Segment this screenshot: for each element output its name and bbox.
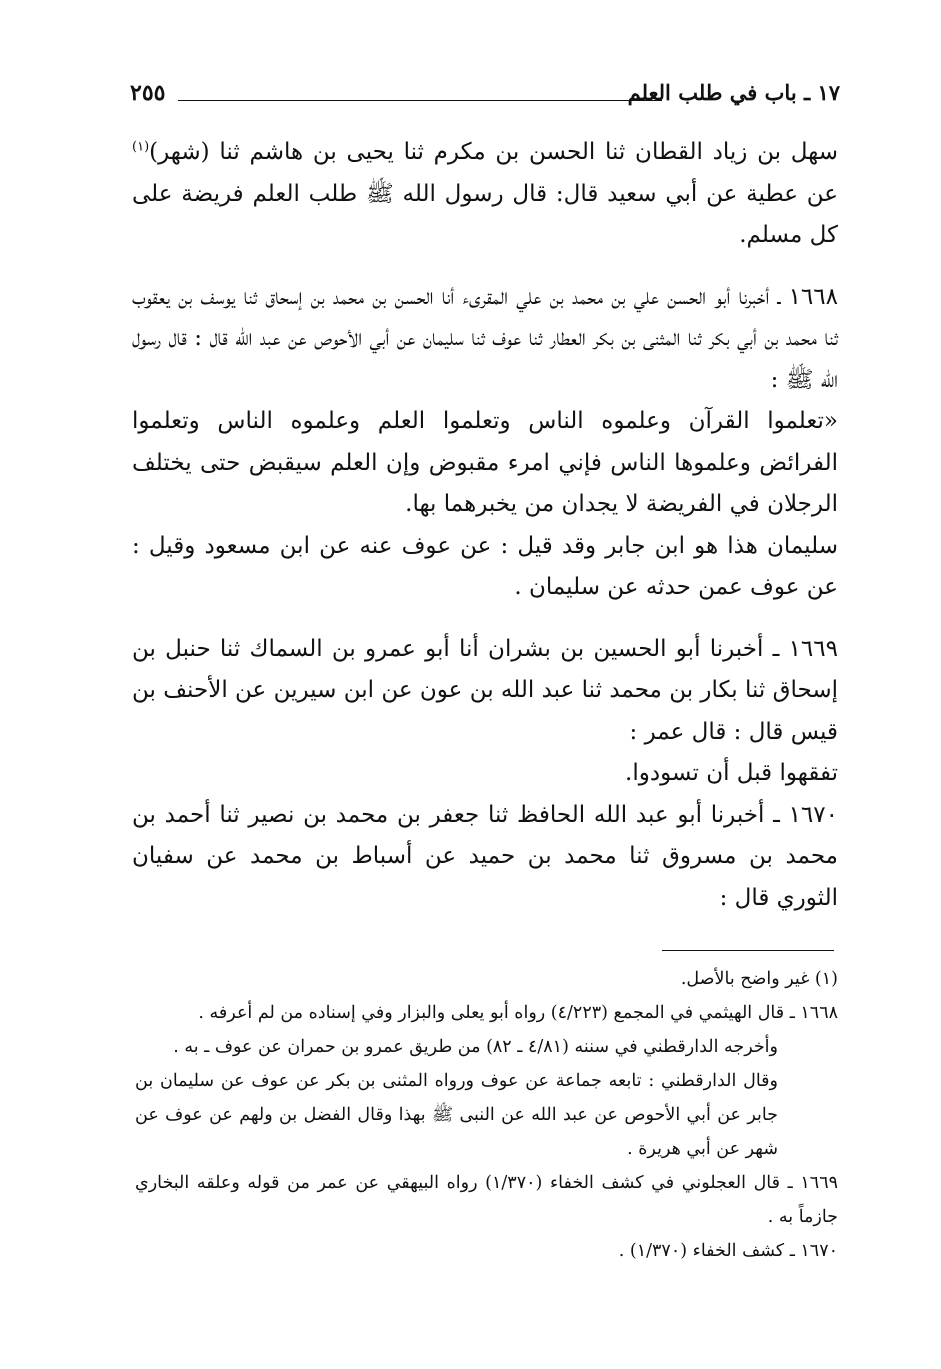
footnote-1670: ١٦٧٠ ـ كشف الخفاء (١/٣٧٠) . xyxy=(618,1241,838,1261)
hadith-1670: ١٦٧٠ ـ أخبرنا أبو عبد الله الحافظ ثنا جعفر بن محمد بن نصير ثنا أحمد بن محمد بن مسروق ثنا محمد بن حميد عن أسباط بن محمد عن سفيان الثوري قال : xyxy=(132,801,838,911)
hadith-1669-matn: تفقهوا قبل أن تسودوا. xyxy=(625,760,838,786)
hadith-1668-note: سليمان هذا هو ابن جابر وقد قيل : عن عوف عنه عن ابن مسعود وقيل : عن عوف عمن حدثه عن سليمان . xyxy=(132,532,838,600)
page-number: ٢٥٥ xyxy=(130,80,166,106)
hadith-1668: ١٦٦٨ ـ أخبرنا أبو الحسن علي بن محمد بن علي المقرىء أنا الحسن بن محمد بن إسحاق ثنا يوسف بن يعقوب ثنا محمد بن أبي بكر ثنا المثنى بن بكر العطار ثنا عوف ثنا سليمان عن أبي الأحوص عن عبد الله قال : قال رسول الله ﷺ : xyxy=(132,283,838,393)
footnote-1668-cont-2: وقال الدارقطني : تابعه جماعة عن عوف ورواه المثنى بن بكر عن عوف عن سليمان بن جابر عن أبي الأحوص عن عبد الله عن النبى ﷺ بهذا وقال الفضل بن ولهم عن عوف عن شهر عن أبي هريرة . xyxy=(135,1071,778,1159)
hadith-1669: ١٦٦٩ ـ أخبرنا أبو الحسين بن بشران أنا أبو عمرو بن السماك ثنا حنبل بن إسحاق ثنا بكار بن محمد ثنا عبد الله بن عون عن ابن سيرين عن الأحنف بن قيس قال : قال عمر : xyxy=(132,635,838,745)
main-text xyxy=(132,132,838,919)
footnote-rule xyxy=(662,950,834,951)
footnote-1668-cont-1: وأخرجه الدارقطني في سننه (٤/٨١ ـ ٨٢) من طريق عمرو بن حمران عن عوف ـ به . xyxy=(173,1037,778,1057)
hadith-1668-matn: «تعلموا القرآن وعلموه الناس وتعلموا العلم وعلموه الناس وتعلموا الفرائض وعلموها الناس فإني امرء مقبوض وإن العلم سيقبض حتى يختلف الرجلان في الفريضة لا يجدان من يخبرهما بها. xyxy=(132,408,838,517)
paragraph-1 xyxy=(132,132,838,257)
paragraph-1-text: سهل بن زياد القطان ثنا الحسن بن مكرم ثنا يحيى بن هاشم ثنا (شهر) xyxy=(149,139,838,165)
paragraph-1-tail: عن عطية عن أبي سعيد قال: قال رسول الله ﷺ طلب العلم فريضة على كل مسلم. xyxy=(132,180,838,248)
footnote-1669: ١٦٦٩ ـ قال العجلوني في كشف الخفاء (١/٣٧٠) رواه البيهقي عن عمر من قوله وعلقه البخاري جازماً به . xyxy=(135,1173,838,1227)
footnote-ref: (١) xyxy=(132,139,150,155)
header-rule xyxy=(178,100,662,101)
footnote-1668: ١٦٦٨ ـ قال الهيثمي في المجمع (٤/٢٢٣) رواه أبو يعلى والبزار وفي إسناده من لم أعرفه . xyxy=(198,1003,838,1023)
chapter-title: ١٧ ـ باب في طلب العلم xyxy=(627,80,840,105)
footnote-1: (١) غير واضح بالأصل. xyxy=(680,969,838,989)
running-header xyxy=(130,80,840,120)
footnotes xyxy=(135,962,838,1268)
